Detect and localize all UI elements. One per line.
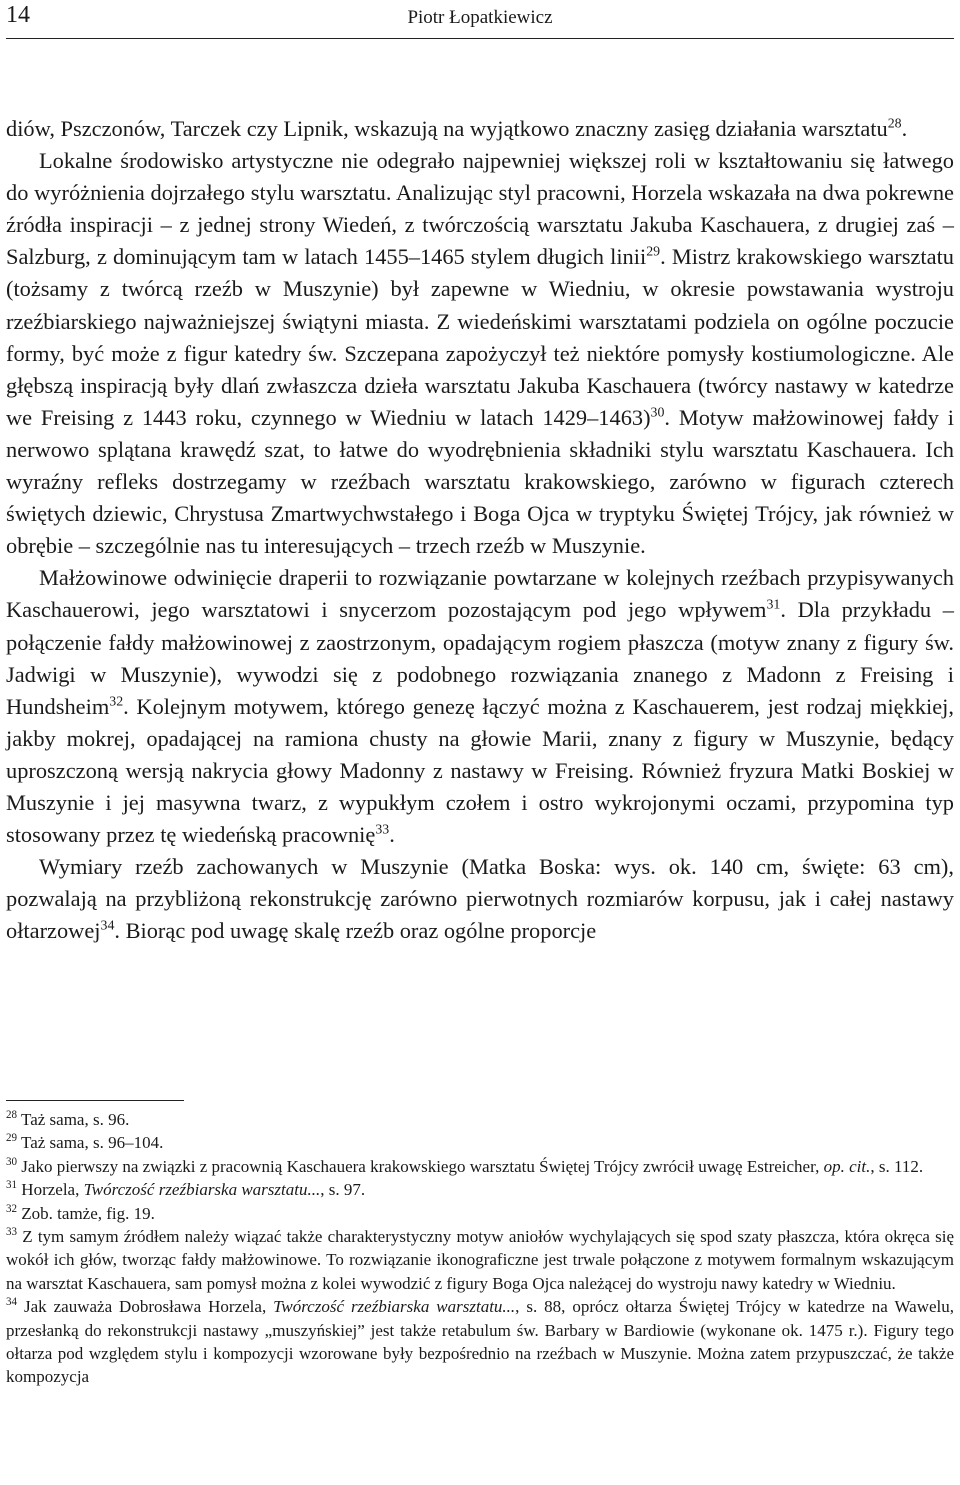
page-number: 14	[6, 2, 30, 28]
footnote-ref-31[interactable]: 31	[766, 597, 781, 613]
footnote-34: $^{34}$ Jak zauważa Dobrosława Horzela, Twórczość rzeźbiarska warsztatu..., s. 88, oprócz ołtarza Świętej Trójcy w katedrze na Wawelu, przesłanką do rekonstrukcji nastawy „muszyńskiej” jest także retabulum św. Barbary w Bardiowie (wykonane ok. 1475 r.). Figury tego ołtarza pod względem stylu i kompozycji wzorowane były bezpośrednio na rzeźbach w Muszynie. Można zatem przypuszczać, że także kompozycja	[6, 1296, 955, 1387]
paragraph-1: diów, Pszczonów, Tarczek czy Lipnik, wskazują na wyjątkowo znaczny zasięg działania warsztatu$^{28}$.	[6, 116, 908, 141]
footnote-33: $^{33}$ Z tym samym źródłem należy wiązać także charakterystyczny motyw aniołów wychylających się spod szaty płaszcza, która okręca się wokół ich głów, tworząc fałdy małżowinowe. To rozwiązanie ikonograficzne jest trwale połączone z motywem formalnym wskazującym na warsztat Kaschauera, sam pomysł można z kolei wywodzić z figury Boga Ojca należącej do wystroju nawy katedry w Wiedniu.	[6, 1226, 955, 1293]
paragraph-4: Wymiary rzeźb zachowanych w Muszynie (Matka Boska: wys. ok. 140 cm, święte: 63 cm), pozwalają na przybliżoną rekonstrukcję zarówno pierwotnych rozmiarów korpusu, jak i całej nastawy ołtarzowej$^{34}$. Biorąc pod uwagę skalę rzeźb oraz ogólne proporcje	[6, 854, 954, 944]
running-head-author: Piotr Łopatkiewicz	[407, 7, 553, 28]
footnote-ref-34[interactable]: 34	[100, 918, 115, 934]
body-text	[6, 113, 954, 947]
paragraph-3: Małżowinowe odwinięcie draperii to rozwiązanie powtarzane w kolejnych rzeźbach przypisywanych Kaschauerowi, jego warsztatowi i snycerzom pozostającym pod jego wpływem$^{31}$. Dla przykładu – połączenie fałdy małżowinowej z zaostrzonym, opadającym rogiem płaszcza (motyw znany z figury św. Jadwigi w Muszynie), wywodzi się z podobnego rozwiązania znanego z Madonn z Freising i Hundsheim$^{32}$. Kolejnym motywem, którego genezę łączyć można z Kaschauerem, jest rodzaj miękkiej, jakby mokrej, opadającej na ramiona chusty na głowie Marii, znany z figury w Muszynie, będący uproszczoną wersją nakrycia głowy Madonny z nastawy w Freising. Również fryzura Matki Boskiej w Muszynie i jej masywna twarz, z wypukłym czołem i ostro wykrojonymi oczami, przypomina typ stosowany przez tę wiedeńską pracownię$^{33}$.	[6, 565, 954, 848]
paragraph-2: Lokalne środowisko artystyczne nie odegrało najpewniej większej roli w kształtowaniu się łatwego do wyróżnienia dojrzałego stylu warsztatu. Analizując styl pracowni, Horzela wskazała na dwa pokrewne źródła inspiracji – z jednej strony Wiedeń, z twórczością warsztatu Jakuba Kaschauera, z drugiej zaś – Salzburg, z dominującym tam w latach 1455–1465 stylem długich linii$^{29}$. Mistrz krakowskiego warsztatu (tożsamy z twórcą rzeźb w Muszynie) był zapewne w Wiedniu, w okresie powstawania wystroju rzeźbiarskiego najważniejszej świątyni miasta. Z wiedeńskimi warsztatami podziela on ogólne poczucie formy, być może z figur katedry św. Szczepana zapożyczył też niektóre pomysły kostiumologiczne. Ale głębszą inspiracją były dlań zwłaszcza dzieła warsztatu Jakuba Kaschauera (twórcy nastawy w katedrze we Freising z 1443 roku, czynnego w Wiedniu w latach 1429–1463)$^{30}$. Motyw małżowinowej fałdy i nerwowo splątana krawędź szat, to łatwe do wyodrębnienia składniki stylu warsztatu Kaschauera. Ich wyraźny refleks dostrzegamy w rzeźbach warsztatu krakowskiego, zarówno w figurach czterech świętych dziewic, Chrystusa Zmartwychwstałego i Boga Ojca w tryptyku Świętej Trójcy, jak również w obrębie – szczególnie nas tu interesujących – trzech rzeźb w Muszynie.	[6, 148, 954, 559]
footnotes	[6, 1108, 954, 1389]
footnote-32: $^{32}$ Zob. tamże, fig. 19.	[6, 1202, 155, 1223]
footnote-30: $^{30}$ Jako pierwszy na związki z pracownią Kaschauera krakowskiego warsztatu Świętej Trójcy zwrócił uwagę Estreicher, op. cit., s. 112.	[6, 1155, 924, 1176]
footnote-ref-28[interactable]: 28	[887, 116, 902, 132]
footnote-ref-29[interactable]: 29	[646, 244, 661, 260]
footnote-separator	[6, 1100, 184, 1101]
footnote-28: $^{28}$ Taż sama, s. 96.	[6, 1109, 130, 1129]
footnote-ref-33[interactable]: 33	[375, 822, 390, 838]
footnote-29: $^{29}$ Taż sama, s. 96–104.	[6, 1132, 164, 1153]
footnote-ref-32[interactable]: 32	[109, 694, 124, 710]
footnote-31: $^{31}$ Horzela, Twórczość rzeźbiarska warsztatu..., s. 97.	[6, 1179, 366, 1200]
footnote-ref-30[interactable]: 30	[650, 405, 665, 421]
page-header	[6, 0, 954, 39]
